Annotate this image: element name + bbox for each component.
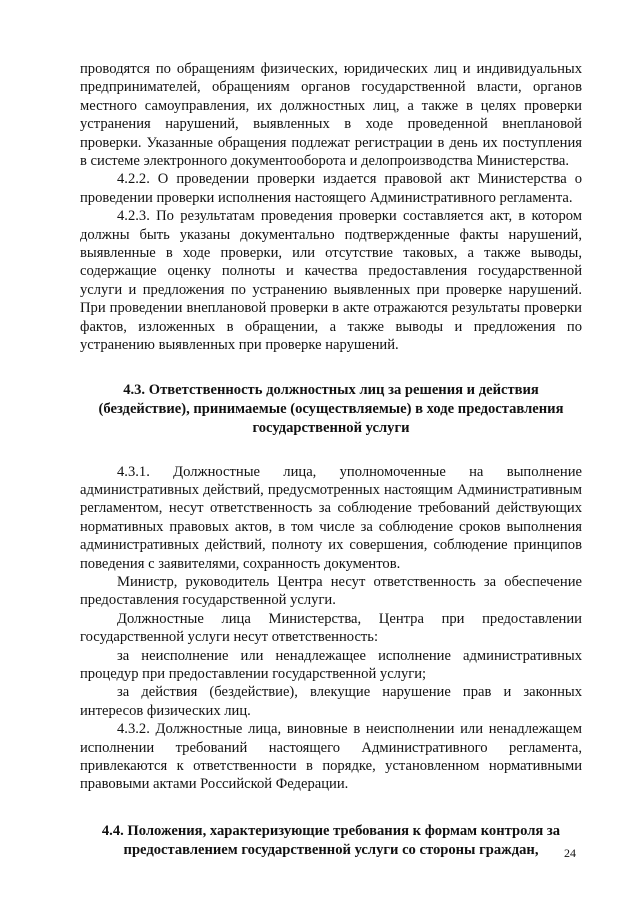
paragraph-nonperformance: за неисполнение или ненадлежащее исполнение административных процедур при предоставлении государственной услуги; <box>80 647 582 682</box>
section-heading-4-3: 4.3. Ответственность должностных лиц за решения и действия (бездействие), принимаемые (осуществляемые) в ходе предоставления государственной услуги <box>98 381 564 436</box>
paragraph-4-2-2: 4.2.2. О проведении проверки издается правовой акт Министерства о проведении проверки исполнения настоящего Административного регламента. <box>80 171 582 206</box>
paragraph-4-2-3: 4.2.3. По результатам проведения проверки составляется акт, в котором должны быть указаны документально подтвержденные факты нарушений, выявленные в ходе проверки, или отсутствие таковых, а также выводы, содержащие оценку полноты и качества предоставления государственной услуги и предложения по устранению выявленных при проверке нарушений. При проведении внеплановой проверки в акте отражаются результаты проверки фактов, изложенных в обращении, а также выводы и предложения по устранению выявленных при проверке нарушений. <box>80 208 582 354</box>
paragraph-4-3-2: 4.3.2. Должностные лица, виновные в неисполнении или ненадлежащем исполнении требований настоящего Административного регламента, привлекаются к ответственности в порядке, установленном нормативными правовыми актами Российской Федерации. <box>80 721 582 793</box>
paragraph-minister-responsibility: Министр, руководитель Центра несут ответственность за обеспечение предоставления государственной услуги. <box>80 573 582 609</box>
paragraph-continuation: проводятся по обращениям физических, юридических лиц и индивидуальных предпринимателей, обращениям органов государственной власти, органов местного самоуправления, их должностных лиц, а также в целях проверки устранения нарушений, выявленных в ходе проведенной внеплановой проверки. Указанные обращения подлежат регистрации в день их поступления в системе электронного документооборота и делопроизводства Министерства. <box>80 61 582 170</box>
page-number: 24 <box>564 846 576 860</box>
section-heading-4-4: 4.4. Положения, характеризующие требования к формам контроля за предоставлением государственной услуги со стороны граждан, <box>101 822 561 858</box>
paragraph-4-3-1: 4.3.1. Должностные лица, уполномоченные на выполнение административных действий, предусмотренных настоящим Административным регламентом, несут ответственность за соблюдение требований действующих нормативных правовых актов, в том числе за соблюдение сроков выполнения административных действий, полноту их совершения, соблюдение принципов поведения с заявителями, сохранность документов. <box>80 463 582 572</box>
paragraph-rights-violation: за действия (бездействие), влекущие нарушение прав и законных интересов физических лиц. <box>80 684 582 719</box>
paragraph-officials-responsibility: Должностные лица Министерства, Центра при предоставлении государственной услуги несут ответственность: <box>80 610 582 646</box>
